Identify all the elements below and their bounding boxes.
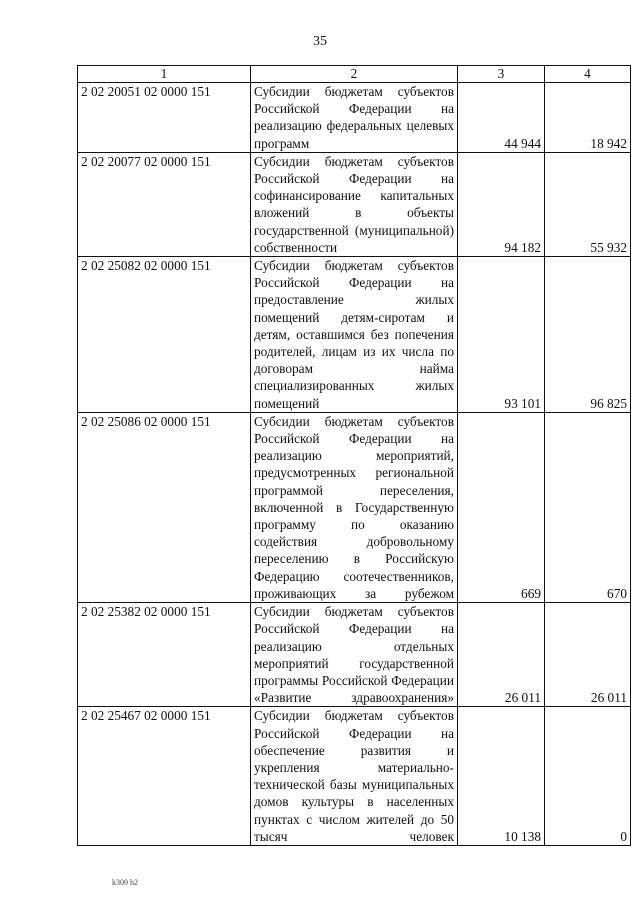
- table-row: [78, 83, 631, 153]
- table-row: [78, 707, 631, 846]
- item-description: Субсидии бюджетам субъектов Российской Федерации на реализацию мероприятий, предусмотренных региональной программой переселения, включенной в Государственную программу по оказанию содействия добровольному переселению в Российскую Федерацию соотечественников, проживающих за рубежом: [251, 412, 458, 602]
- table-row: [78, 152, 631, 256]
- table-row: [78, 412, 631, 602]
- page-number: 35: [313, 34, 327, 49]
- item-description: Субсидии бюджетам субъектов Российской Федерации на обеспечение развития и укрепления материально-технической базы муниципальных домов культуры в населенных пунктах с числом жителей до 50 тысяч человек: [251, 707, 458, 846]
- column-header: 3: [458, 66, 545, 83]
- budget-code: 2 02 20077 02 0000 151: [78, 152, 251, 256]
- budget-code: 2 02 25467 02 0000 151: [78, 707, 251, 846]
- amount-col4: 0: [545, 707, 631, 846]
- table-header-row: [78, 66, 631, 83]
- table-row: [78, 603, 631, 707]
- item-description: Субсидии бюджетам субъектов Российской Федерации на софинансирование капитальных вложений в объекты государственной (муниципальной) собственности: [251, 152, 458, 256]
- amount-col4: 96 825: [545, 257, 631, 413]
- table-row: [78, 257, 631, 413]
- amount-col3: 26 011: [458, 603, 545, 707]
- amount-col3: 93 101: [458, 257, 545, 413]
- amount-col3: 44 944: [458, 83, 545, 153]
- budget-table: [77, 65, 631, 846]
- budget-code: 2 02 25086 02 0000 151: [78, 412, 251, 602]
- amount-col3: 94 182: [458, 152, 545, 256]
- amount-col4: 670: [545, 412, 631, 602]
- column-header: 2: [251, 66, 458, 83]
- item-description: Субсидии бюджетам субъектов Российской Федерации на реализацию федеральных целевых программ: [251, 83, 458, 153]
- item-description: Субсидии бюджетам субъектов Российской Федерации на предоставление жилых помещений детям-сиротам и детям, оставшимся без попечения родителей, лицам из их числа по договорам найма специализированных жилых помещений: [251, 257, 458, 413]
- item-description: Субсидии бюджетам субъектов Российской Федерации на реализацию отдельных мероприятий государственной программы Российской Федерации «Развитие здравоохранения»: [251, 603, 458, 707]
- amount-col3: 669: [458, 412, 545, 602]
- budget-code: 2 02 25382 02 0000 151: [78, 603, 251, 707]
- budget-code: 2 02 20051 02 0000 151: [78, 83, 251, 153]
- amount-col4: 55 932: [545, 152, 631, 256]
- amount-col4: 18 942: [545, 83, 631, 153]
- amount-col3: 10 138: [458, 707, 545, 846]
- column-header: 4: [545, 66, 631, 83]
- budget-code: 2 02 25082 02 0000 151: [78, 257, 251, 413]
- footer-stamp: k309 h2: [112, 878, 138, 887]
- amount-col4: 26 011: [545, 603, 631, 707]
- column-header: 1: [78, 66, 251, 83]
